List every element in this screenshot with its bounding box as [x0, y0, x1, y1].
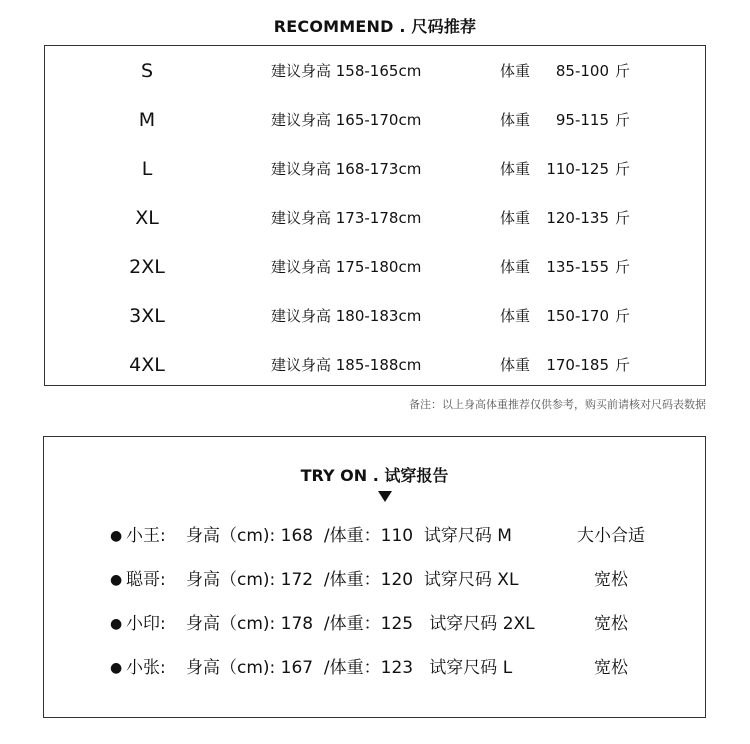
- weight-unit: 斤: [615, 160, 631, 178]
- weight-range: 85-100: [555, 62, 609, 80]
- size-row: [45, 250, 705, 284]
- weight-label: 体重: [500, 209, 531, 227]
- weight-unit: 斤: [615, 62, 631, 80]
- weight-range: 170-185: [546, 356, 609, 374]
- fit-result: 宽松: [594, 614, 628, 634]
- fit-result: 宽松: [594, 570, 628, 590]
- size-label: M: [138, 109, 156, 131]
- tester-measurements: 身高（cm): 167 /体重：123 试穿尺码 L: [186, 658, 513, 678]
- bullet-icon: ●: [110, 572, 123, 588]
- size-row: [45, 54, 705, 88]
- recommend-title: RECOMMEND . 尺码推荐: [273, 17, 477, 36]
- size-label: S: [140, 60, 154, 82]
- tryon-row: [44, 653, 705, 683]
- weight-label: 体重: [500, 356, 531, 374]
- weight-label: 体重: [500, 160, 531, 178]
- height-range: 建议身高 180-183cm: [271, 307, 422, 325]
- weight-label: 体重: [500, 111, 531, 129]
- disclaimer-note: 备注：以上身高体重推荐仅供参考，购买前请核对尺码表数据: [409, 398, 706, 411]
- bullet-icon: ●: [110, 528, 123, 544]
- down-triangle-icon: [378, 491, 392, 502]
- height-range: 建议身高 168-173cm: [271, 160, 422, 178]
- tester-name: 小印:: [126, 614, 166, 634]
- tryon-row: [44, 609, 705, 639]
- weight-range: 135-155: [546, 258, 609, 276]
- size-label: 4XL: [129, 354, 165, 376]
- size-recommend-table: [44, 45, 706, 386]
- fit-result: 大小合适: [577, 526, 645, 546]
- tester-measurements: 身高（cm): 178 /体重：125 试穿尺码 2XL: [186, 614, 535, 634]
- size-label: L: [141, 158, 153, 180]
- size-label: XL: [135, 207, 159, 229]
- weight-unit: 斤: [615, 307, 631, 325]
- tester-measurements: 身高（cm): 172 /体重：120 试穿尺码 XL: [186, 570, 519, 590]
- size-row: [45, 103, 705, 137]
- size-row: [45, 201, 705, 235]
- bullet-icon: ●: [110, 616, 123, 632]
- size-row: [45, 152, 705, 186]
- tester-measurements: 身高（cm): 168 /体重：110 试穿尺码 M: [186, 526, 512, 546]
- weight-label: 体重: [500, 258, 531, 276]
- size-row: [45, 348, 705, 382]
- tryon-row: [44, 521, 705, 551]
- tryon-row: [44, 565, 705, 595]
- weight-range: 120-135: [546, 209, 609, 227]
- weight-unit: 斤: [615, 209, 631, 227]
- height-range: 建议身高 158-165cm: [271, 62, 422, 80]
- weight-range: 150-170: [546, 307, 609, 325]
- tester-name: 聪哥:: [126, 570, 166, 590]
- weight-range: 110-125: [546, 160, 609, 178]
- weight-label: 体重: [500, 307, 531, 325]
- bullet-icon: ●: [110, 660, 123, 676]
- fit-result: 宽松: [594, 658, 628, 678]
- weight-unit: 斤: [615, 258, 631, 276]
- tryon-report-box: [43, 436, 706, 718]
- weight-label: 体重: [500, 62, 531, 80]
- tryon-title: TRY ON . 试穿报告: [300, 466, 449, 485]
- tester-name: 小张:: [126, 658, 166, 678]
- size-label: 2XL: [129, 256, 165, 278]
- weight-unit: 斤: [615, 356, 631, 374]
- height-range: 建议身高 173-178cm: [271, 209, 422, 227]
- size-label: 3XL: [129, 305, 165, 327]
- weight-unit: 斤: [615, 111, 631, 129]
- weight-range: 95-115: [555, 111, 609, 129]
- height-range: 建议身高 165-170cm: [271, 111, 422, 129]
- height-range: 建议身高 185-188cm: [271, 356, 422, 374]
- height-range: 建议身高 175-180cm: [271, 258, 422, 276]
- size-row: [45, 299, 705, 333]
- tester-name: 小王:: [126, 526, 166, 546]
